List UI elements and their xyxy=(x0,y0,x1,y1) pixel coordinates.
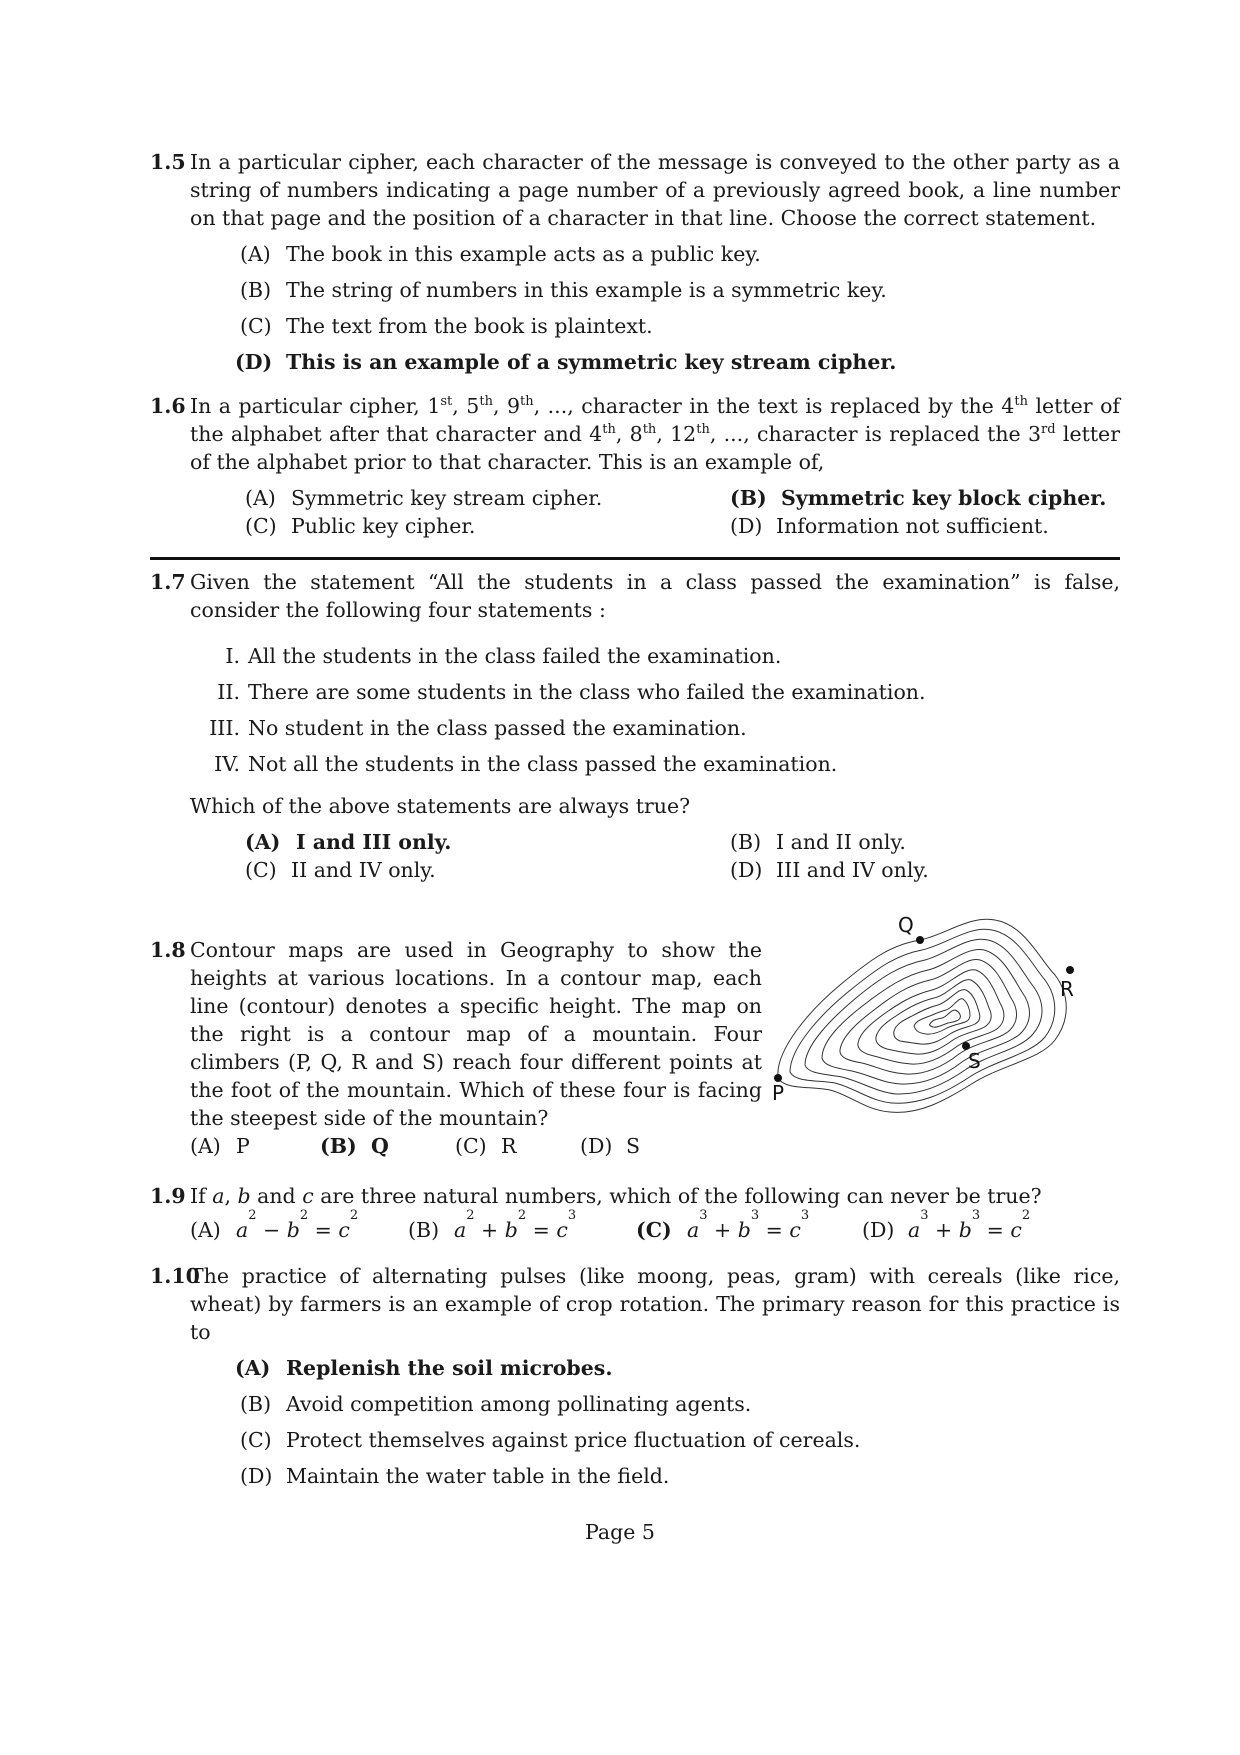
question-text: The practice of alternating pulses (like moong, peas, gram) with cereals (like rice, wheat) by farmers is an example of crop rotation. The primary reason for this practice is to xyxy=(190,1264,1120,1344)
option-a-answer: (A) I and III only. xyxy=(245,830,452,854)
option-c: (C) R xyxy=(455,1134,517,1158)
map-label-p: P xyxy=(772,1081,785,1105)
option-b: (B) I and II only. xyxy=(730,830,906,854)
question-number: 1.9 xyxy=(150,1184,186,1208)
option-d: (D) Information not sufficient. xyxy=(730,514,1049,538)
option-d: (D) Maintain the water table in the field. xyxy=(240,1464,670,1488)
option-c: (C) II and IV only. xyxy=(245,858,436,882)
statement-4: IV. Not all the students in the class passed the examination. xyxy=(214,752,838,776)
statement-1: I. All the students in the class failed the examination. xyxy=(225,644,782,668)
question-text: In a particular cipher, each character of the message is conveyed to the other party as a string of numbers indicating a page number of a previously agreed book, a line number on that page and the position of a character in that line. Choose the correct statement. xyxy=(190,150,1120,230)
option-a: (A) The book in this example acts as a public key. xyxy=(240,242,761,266)
statements-list xyxy=(190,642,1120,778)
option-d-answer: (D) This is an example of a symmetric key stream cipher. xyxy=(235,350,897,374)
options-1-10 xyxy=(235,1354,1120,1490)
options-1-5 xyxy=(235,240,1120,376)
options-1-6 xyxy=(245,484,1120,540)
option-c: (C) Protect themselves against price fluctuation of cereals. xyxy=(240,1428,861,1452)
option-b: (B) a 2 + b 2 = c 3 xyxy=(408,1208,577,1242)
statement-2: II. There are some students in the class who failed the examination. xyxy=(217,680,926,704)
question-text: Given the statement “All the students in a class passed the examination” is false, consider the following four statements : xyxy=(190,570,1120,622)
question-number: 1.7 xyxy=(150,570,186,594)
option-b-answer: (B) Q xyxy=(320,1134,389,1158)
option-a: (A) Symmetric key stream cipher. xyxy=(245,486,603,510)
question-number: 1.5 xyxy=(150,150,186,174)
option-c: (C) The text from the book is plaintext. xyxy=(240,314,653,338)
question-prompt: Which of the above statements are always true? xyxy=(190,794,691,818)
option-d: (D) III and IV only. xyxy=(730,858,929,882)
page-number: Page 5 xyxy=(585,1520,655,1544)
point-q-marker xyxy=(916,936,924,944)
question-number: 1.8 xyxy=(150,938,186,962)
option-a: (A) P xyxy=(190,1134,250,1158)
option-b: (B) The string of numbers in this example is a symmetric key. xyxy=(240,278,887,302)
question-text: Contour maps are used in Geography to show the heights at various locations. In a contour map, each line (contour) denotes a specific height. The map on the right is a contour map of a mountain. Four climbers (P, Q, R and S) reach four different points at the foot of the mountain. Which of these four is facing the steepest side of the mountain? xyxy=(190,938,762,1130)
map-label-q: Q xyxy=(898,913,914,937)
question-number: 1.10 xyxy=(150,1264,200,1288)
question-1-9: 1.9 If a, b and c are three natural numbers, which of the following can never be true? xyxy=(150,1184,1042,1208)
question-1-6: 1.6 In a particular cipher, 1st, 5th, 9th, ..., character in the text is replaced by the 4th letter of the alphabet after that character and 4th, 8th, 12th, ..., character is replaced the 3rd letter of the alphabet prior to that character. This is an example of, xyxy=(150,394,1121,474)
options-1-7 xyxy=(245,828,1120,884)
option-d: (D) a 3 + b 3 = c 2 xyxy=(862,1208,1031,1242)
option-b-answer: (B) Symmetric key block cipher. xyxy=(730,486,1107,510)
options-1-8 xyxy=(190,1132,1120,1160)
point-r-marker xyxy=(1066,966,1074,974)
option-d: (D) S xyxy=(580,1134,641,1158)
horizontal-rule xyxy=(150,557,1120,560)
question-1-5 xyxy=(150,148,1120,232)
map-label-s: S xyxy=(968,1049,981,1073)
option-a: (A) a 2 − b 2 = c 2 xyxy=(190,1208,359,1242)
exam-page xyxy=(150,148,1120,540)
options-1-9 xyxy=(190,1208,1120,1244)
option-a-answer: (A) Replenish the soil microbes. xyxy=(235,1356,613,1380)
option-c-answer: (C) a 3 + b 3 = c 3 xyxy=(636,1208,810,1242)
map-label-r: R xyxy=(1060,977,1074,1001)
option-b: (B) Avoid competition among pollinating agents. xyxy=(240,1392,752,1416)
question-1-7 xyxy=(150,568,1120,624)
question-1-10 xyxy=(150,1262,1120,1346)
contour-map-figure xyxy=(770,900,1140,1130)
question-number: 1.6 xyxy=(150,394,186,418)
statement-3: III. No student in the class passed the examination. xyxy=(209,716,747,740)
option-c: (C) Public key cipher. xyxy=(245,514,476,538)
